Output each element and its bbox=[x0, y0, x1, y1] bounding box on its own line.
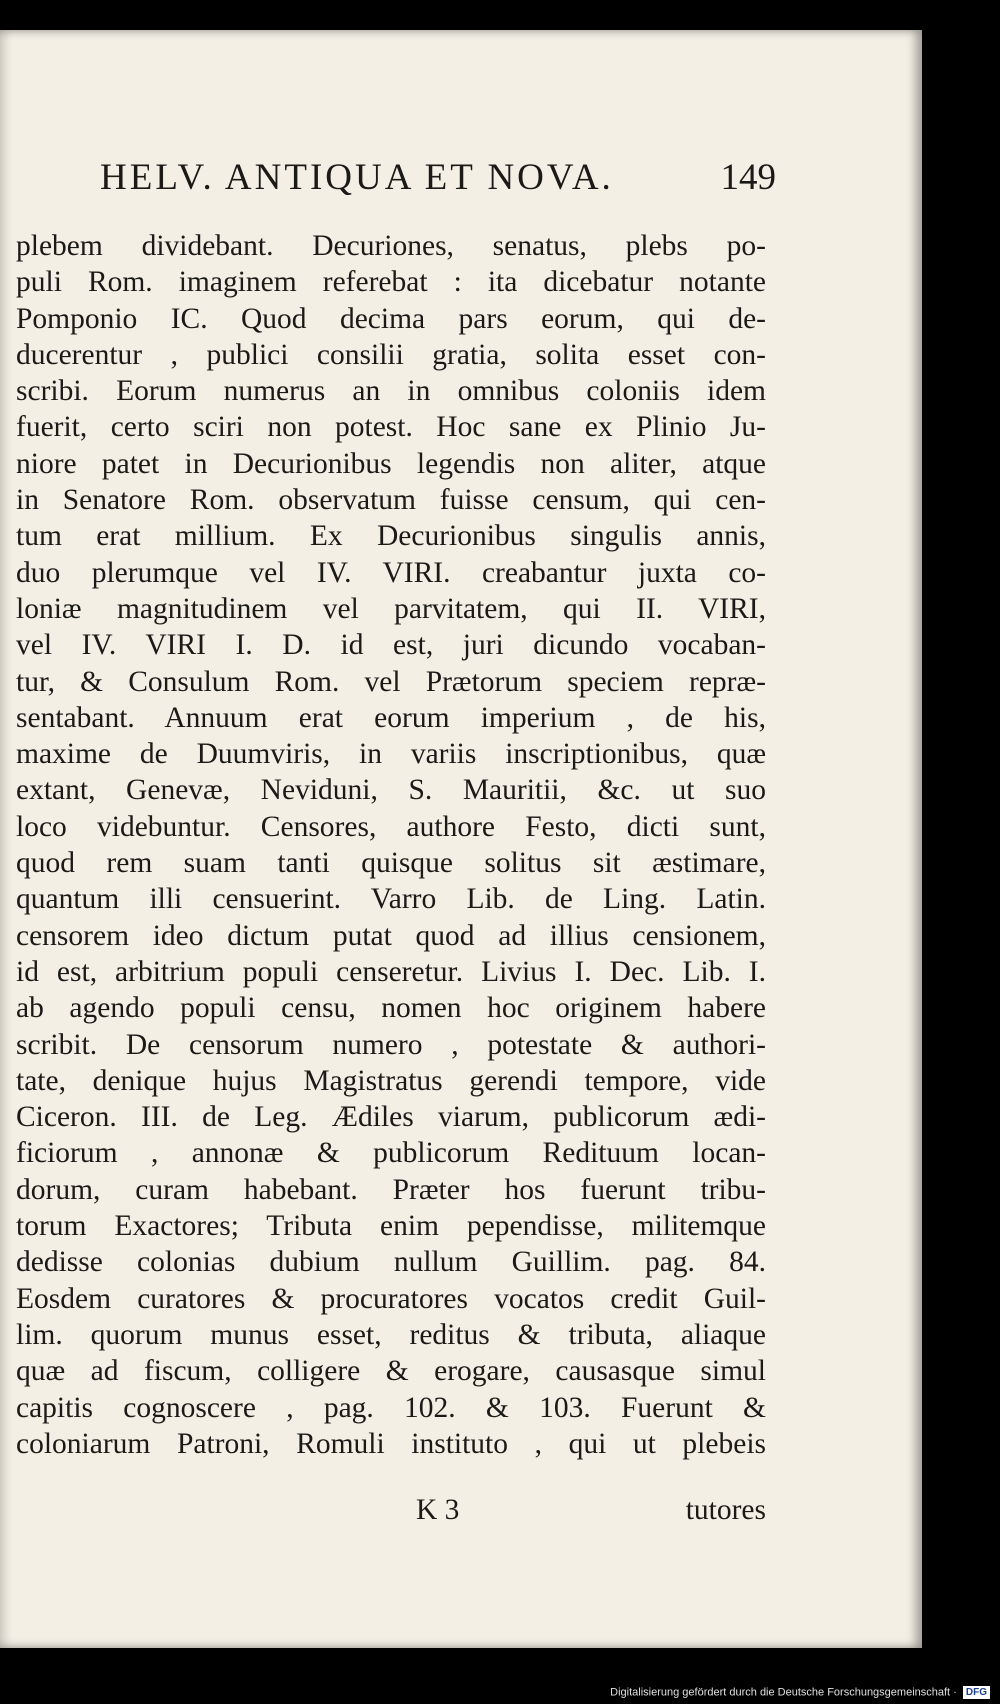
text-line: extant, Genevæ, Neviduni, S. Mauritii, &c. ut suo bbox=[16, 774, 766, 807]
page-body-text bbox=[16, 228, 766, 1462]
text-line: puli Rom. imaginem referebat : ita dicebatur notante bbox=[16, 266, 766, 299]
text-line: dorum, curam habebant. Præter hos fuerunt tribu- bbox=[16, 1173, 766, 1206]
text-line: fuerit, certo sciri non potest. Hoc sane ex Plinio Ju- bbox=[16, 411, 766, 444]
page-number: 149 bbox=[720, 157, 776, 198]
text-line: loniæ magnitudinem vel parvitatem, qui II. VIRI, bbox=[16, 592, 766, 625]
digitization-credit bbox=[610, 1686, 990, 1699]
text-line: quod rem suam tanti quisque solitus sit æstimare, bbox=[16, 847, 766, 880]
text-line: Ciceron. III. de Leg. Ædiles viarum, publicorum ædi- bbox=[16, 1101, 766, 1134]
text-line: quæ ad fiscum, colligere & erogare, causasque simul bbox=[16, 1355, 766, 1388]
text-line: ab agendo populi censu, nomen hoc originem habere bbox=[16, 992, 766, 1025]
text-line: Eosdem curatores & procuratores vocatos credit Guil- bbox=[16, 1282, 766, 1315]
credit-text: Digitalisierung gefördert durch die Deutsche Forschungsgemeinschaft · bbox=[610, 1686, 957, 1699]
page-footer bbox=[16, 1494, 766, 1534]
text-line: ficiorum , annonæ & publicorum Redituum locan- bbox=[16, 1137, 766, 1170]
text-line: coloniarum Patroni, Romuli instituto , qui ut plebeis bbox=[16, 1427, 766, 1460]
text-line: sentabant. Annuum erat eorum imperium , de his, bbox=[16, 701, 766, 734]
text-line: ducerentur , publici consilii gratia, solita esset con- bbox=[16, 338, 766, 371]
text-line: loco videbuntur. Censores, authore Festo, dicti sunt, bbox=[16, 810, 766, 843]
text-line: tur, & Consulum Rom. vel Prætorum speciem repræ- bbox=[16, 665, 766, 698]
text-line: censorem ideo dictum putat quod ad illius censionem, bbox=[16, 919, 766, 952]
text-line: plebem dividebant. Decuriones, senatus, plebs po- bbox=[16, 230, 766, 262]
text-line: Pomponio IC. Quod decima pars eorum, qui de- bbox=[16, 302, 766, 335]
text-line: capitis cognoscere , pag. 102. & 103. Fuerunt & bbox=[16, 1391, 766, 1424]
text-line: quantum illi censuerint. Varro Lib. de Ling. Latin. bbox=[16, 883, 766, 916]
text-line: torum Exactores; Tributa enim pependisse, militemque bbox=[16, 1210, 766, 1243]
text-line: in Senatore Rom. observatum fuisse censum, qui cen- bbox=[16, 484, 766, 517]
text-line: vel IV. VIRI I. D. id est, juri dicundo vocaban- bbox=[16, 629, 766, 662]
text-line: niore patet in Decurionibus legendis non aliter, atque bbox=[16, 447, 766, 480]
text-line: id est, arbitrium populi censeretur. Livius I. Dec. Lib. I. bbox=[16, 955, 766, 988]
book-page bbox=[0, 30, 922, 1648]
text-line: lim. quorum munus esset, reditus & tributa, aliaque bbox=[16, 1318, 766, 1351]
text-line: tate, denique hujus Magistratus gerendi tempore, vide bbox=[16, 1064, 766, 1097]
signature-mark: K 3 bbox=[416, 1494, 460, 1526]
text-line: scribi. Eorum numerus an in omnibus coloniis idem bbox=[16, 375, 766, 408]
running-title: HELV. ANTIQUA ET NOVA. bbox=[100, 157, 614, 198]
text-line: dedisse colonias dubium nullum Guillim. pag. 84. bbox=[16, 1246, 766, 1279]
text-line: duo plerumque vel IV. VIRI. creabantur juxta co- bbox=[16, 556, 766, 589]
dfg-logo-icon: DFG bbox=[963, 1686, 990, 1699]
text-line: scribit. De censorum numero , potestate & authori- bbox=[16, 1028, 766, 1061]
text-line: maxime de Duumviris, in variis inscriptionibus, quæ bbox=[16, 738, 766, 771]
catchword: tutores bbox=[685, 1494, 766, 1526]
text-line: tum erat millium. Ex Decurionibus singulis annis, bbox=[16, 520, 766, 553]
